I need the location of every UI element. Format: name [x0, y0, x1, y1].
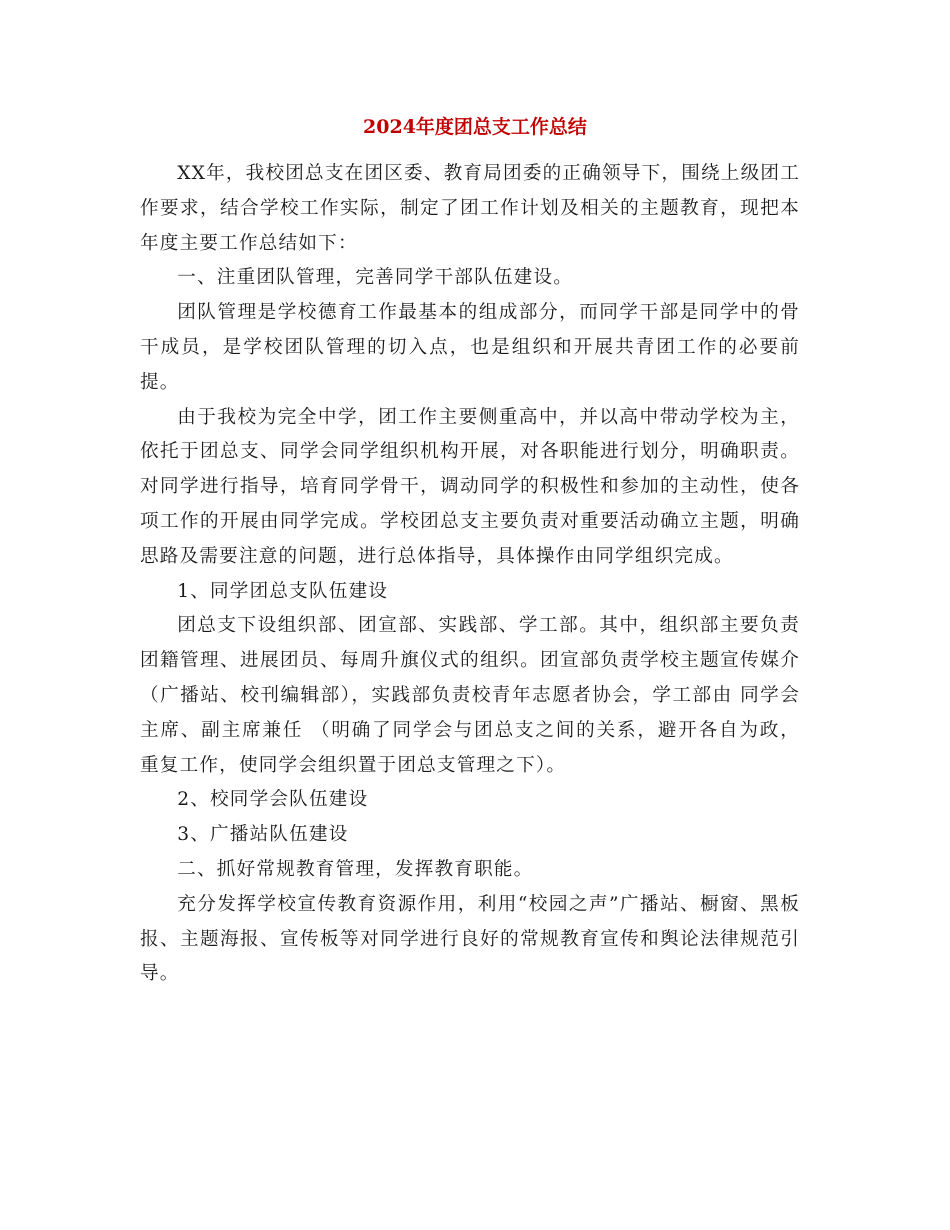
subsection-heading: 1、同学团总支队伍建设	[177, 580, 389, 602]
paragraph: 团队管理是学校德育工作最基本的组成部分，而同学干部是同学中的骨干成员，是学校团队管理的切入点，也是组织和开展共青团工作的必要前提。	[140, 302, 800, 393]
document-title: 2024年度团总支工作总结	[363, 116, 587, 138]
subsection-heading: 2、校同学会队伍建设	[177, 789, 369, 811]
paragraph: 由于我校为完全中学，团工作主要侧重高中，并以高中带动学校为主，依托于团总支、同学会同学组织机构开展，对各职能进行划分，明确职责。对同学进行指导，培育同学骨干，调动同学的积极性和参加的主动性，使各项工作的开展由同学完成。学校团总支主要负责对重要活动确立主题，明确思路及需要注意的问题，进行总体指导，具体操作由同学组织完成。	[140, 406, 800, 567]
paragraph: 充分发挥学校宣传教育资源作用，利用“校园之声”广播站、橱窗、黑板报、主题海报、宣传板等对同学进行良好的常规教育宣传和舆论法律规范引导。	[140, 893, 800, 985]
paragraph: XX年，我校团总支在团区委、教育局团委的正确领导下，围绕上级团工作要求，结合学校工作实际，制定了团工作计划及相关的主题教育，现把本年度主要工作总结如下：	[140, 163, 800, 254]
paragraph: 团总支下设组织部、团宣部、实践部、学工部。其中，组织部主要负责团籍管理、进展团员、每周升旗仪式的组织。团宣部负责学校主题宣传媒介（广播站、校刊编辑部），实践部负责校青年志愿者协会，学工部由 同学会主席、副主席兼任 （明确了同学会与团总支之间的关系，避开各自为政，重复工作，使同学会组织置于团总支管理之下）。	[140, 615, 800, 776]
subsection-heading: 3、广播站队伍建设	[177, 824, 349, 846]
section-heading: 一、注重团队管理，完善同学干部队伍建设。	[177, 267, 574, 289]
section-heading: 二、抓好常规教育管理，发挥教育职能。	[177, 858, 534, 880]
document-body	[140, 157, 800, 992]
